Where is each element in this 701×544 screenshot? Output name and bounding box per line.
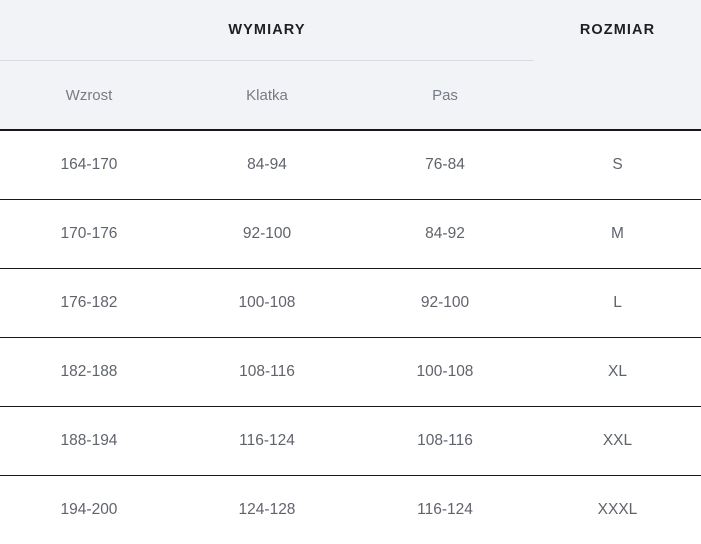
group-header-measurements: WYMIARY: [0, 0, 534, 61]
table-row: [0, 130, 701, 200]
cell-wzrost: 170-176: [0, 200, 178, 269]
cell-pas: 108-116: [356, 407, 534, 476]
cell-klatka: 116-124: [178, 407, 356, 476]
cell-wzrost: 164-170: [0, 130, 178, 200]
cell-pas: 116-124: [356, 476, 534, 544]
column-header-row: [0, 61, 701, 131]
cell-klatka: 108-116: [178, 338, 356, 407]
column-header-size-blank: [534, 61, 701, 131]
group-header-size: ROZMIAR: [534, 0, 701, 61]
cell-klatka: 84-94: [178, 130, 356, 200]
table-row: [0, 269, 701, 338]
cell-klatka: 124-128: [178, 476, 356, 544]
table-row: [0, 338, 701, 407]
cell-rozmiar: XXXL: [534, 476, 701, 544]
cell-wzrost: 188-194: [0, 407, 178, 476]
table-row: [0, 200, 701, 269]
cell-klatka: 92-100: [178, 200, 356, 269]
column-header-klatka: Klatka: [178, 61, 356, 131]
cell-pas: 84-92: [356, 200, 534, 269]
cell-rozmiar: XXL: [534, 407, 701, 476]
cell-wzrost: 194-200: [0, 476, 178, 544]
table-row: [0, 476, 701, 544]
cell-pas: 100-108: [356, 338, 534, 407]
cell-rozmiar: S: [534, 130, 701, 200]
cell-wzrost: 176-182: [0, 269, 178, 338]
group-header-row: [0, 0, 701, 61]
cell-klatka: 100-108: [178, 269, 356, 338]
cell-rozmiar: M: [534, 200, 701, 269]
cell-rozmiar: XL: [534, 338, 701, 407]
cell-pas: 92-100: [356, 269, 534, 338]
table-header: [0, 0, 701, 130]
cell-rozmiar: L: [534, 269, 701, 338]
cell-pas: 76-84: [356, 130, 534, 200]
table-row: [0, 407, 701, 476]
column-header-wzrost: Wzrost: [0, 61, 178, 131]
column-header-pas: Pas: [356, 61, 534, 131]
cell-wzrost: 182-188: [0, 338, 178, 407]
table-body: [0, 130, 701, 544]
